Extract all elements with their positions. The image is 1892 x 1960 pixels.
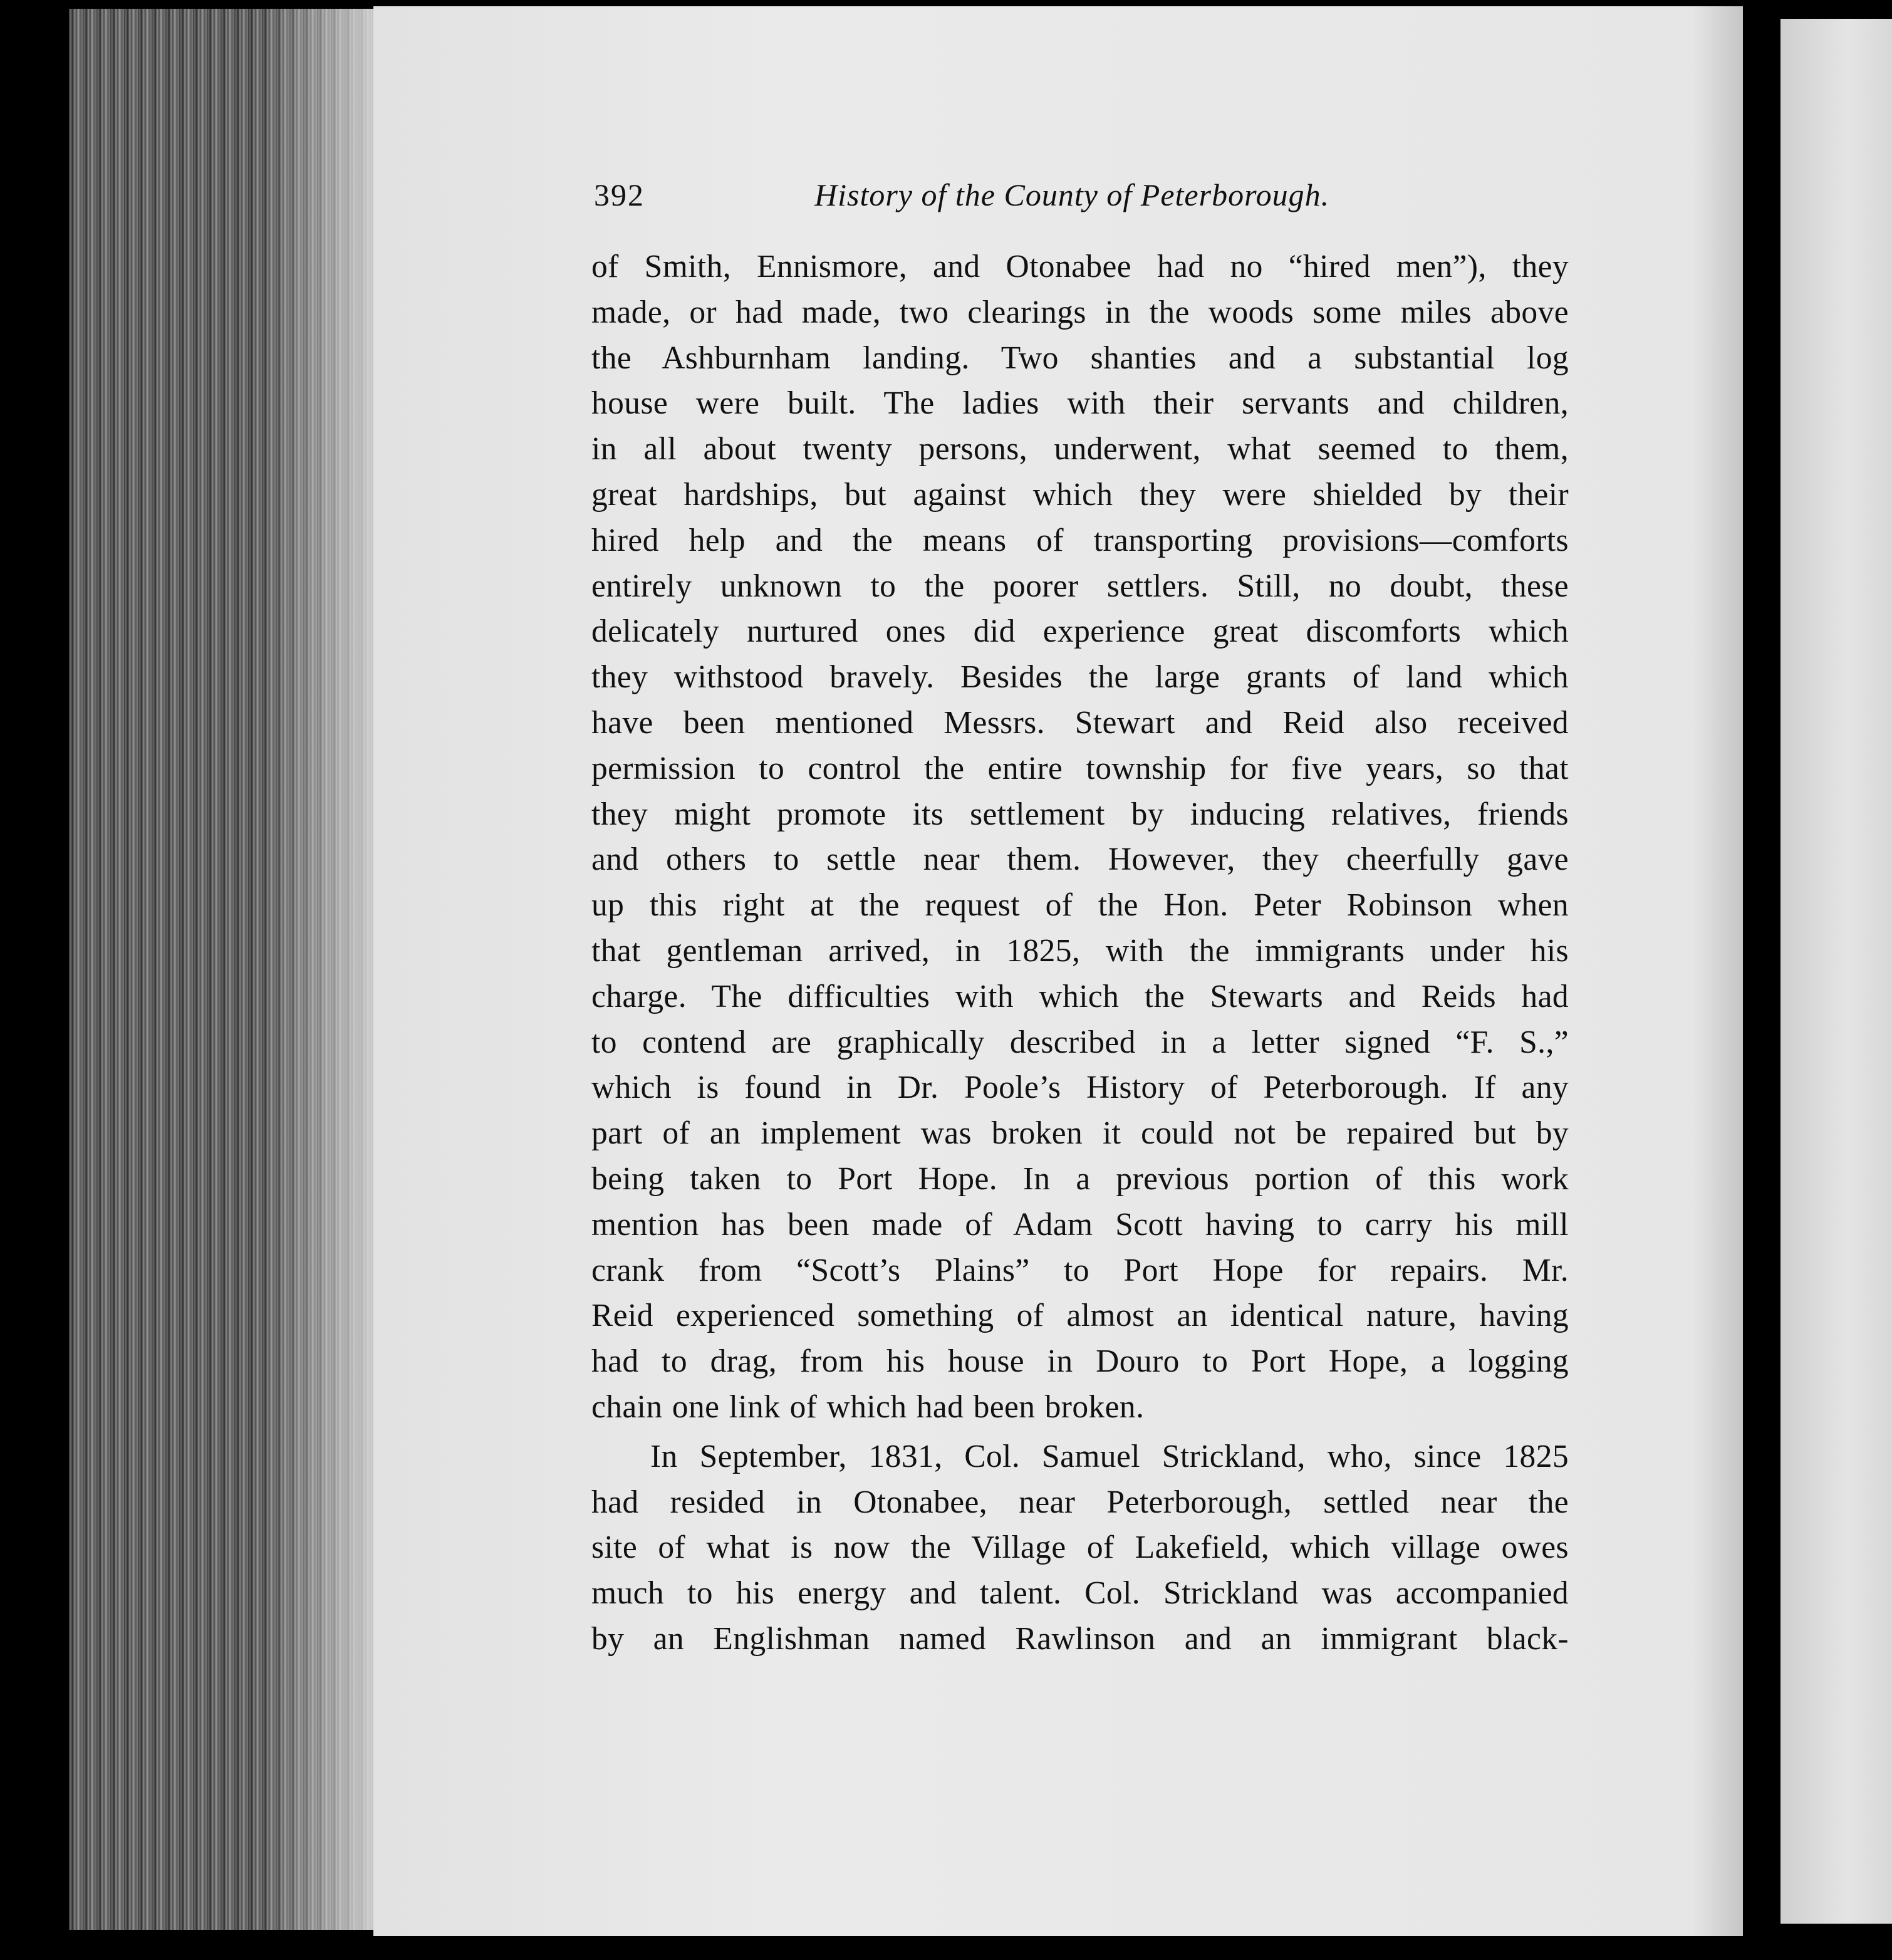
text-line: hired help and the means of transporting provisions—comforts bbox=[591, 522, 1569, 558]
paragraph bbox=[591, 244, 1569, 1431]
text-line: charge. The difficulties with which the Stewarts and Reids had bbox=[591, 978, 1569, 1014]
text-line: being taken to Port Hope. In a previous portion of this work bbox=[591, 1160, 1569, 1197]
text-line: to contend are graphically described in a letter signed “F. S.,” bbox=[591, 1024, 1569, 1060]
text-line: the Ashburnham landing. Two shanties and a substantial log bbox=[591, 340, 1569, 376]
text-line: and others to settle near them. However, they cheerfully gave bbox=[591, 842, 1569, 878]
text-line: made, or had made, two clearings in the woods some miles above bbox=[591, 294, 1569, 330]
text-line: that gentleman arrived, in 1825, with the immigrants under his bbox=[591, 932, 1569, 969]
text-line: crank from “Scott’s Plains” to Port Hope for repairs. Mr. bbox=[591, 1252, 1569, 1288]
page-number: 392 bbox=[594, 177, 645, 212]
text-line: chain one link of which had been broken. bbox=[591, 1389, 1145, 1425]
page-binding-shadow bbox=[1692, 6, 1748, 1936]
text-line: mention has been made of Adam Scott having to carry his mill bbox=[591, 1206, 1569, 1243]
text-line: part of an implement was broken it could not be repaired but by bbox=[591, 1115, 1569, 1152]
text-line: In September, 1831, Col. Samuel Strickland, who, since 1825 bbox=[650, 1438, 1569, 1474]
text-line: have been mentioned Messrs. Stewart and Reid also received bbox=[591, 704, 1569, 741]
text-line: had resided in Otonabee, near Peterborough, settled near the bbox=[591, 1484, 1569, 1520]
text-line: of Smith, Ennismore, and Otonabee had no “hired men”), they bbox=[591, 249, 1569, 284]
text-line: entirely unknown to the poorer settlers. Still, no doubt, these bbox=[591, 568, 1569, 604]
paragraph bbox=[591, 1434, 1569, 1662]
book-gutter bbox=[1743, 0, 1780, 1960]
facing-page-edge bbox=[1780, 19, 1892, 1924]
text-line: in all about twenty persons, underwent, what seemed to them, bbox=[591, 431, 1569, 467]
text-line: up this right at the request of the Hon. Peter Robinson when bbox=[591, 887, 1569, 924]
text-line: Reid experienced something of almost an identical nature, having bbox=[591, 1298, 1569, 1334]
text-line: delicately nurtured ones did experience great discomforts which bbox=[591, 613, 1569, 650]
text-line: by an Englishman named Rawlinson and an immigrant black- bbox=[591, 1620, 1569, 1657]
text-line: permission to control the entire township for five years, so that bbox=[591, 750, 1569, 786]
text-line: much to his energy and talent. Col. Strickland was accompanied bbox=[591, 1575, 1569, 1612]
text-line: which is found in Dr. Poole’s History of Peterborough. If any bbox=[591, 1070, 1569, 1106]
text-line: house were built. The ladies with their servants and children, bbox=[591, 385, 1569, 422]
text-line: they withstood bravely. Besides the large grants of land which bbox=[591, 659, 1569, 696]
text-line: they might promote its settlement by inducing relatives, friends bbox=[591, 796, 1569, 832]
text-line: had to drag, from his house in Douro to Port Hope, a logging bbox=[591, 1343, 1569, 1380]
body-text bbox=[591, 244, 1569, 1662]
running-title: History of the County of Peterborough. bbox=[814, 177, 1330, 212]
page-edge-fade bbox=[263, 9, 376, 1930]
text-line: site of what is now the Village of Lakefield, which village owes bbox=[591, 1530, 1569, 1566]
running-head bbox=[594, 177, 1571, 221]
text-line: great hardships, but against which they were shielded by their bbox=[591, 476, 1569, 513]
